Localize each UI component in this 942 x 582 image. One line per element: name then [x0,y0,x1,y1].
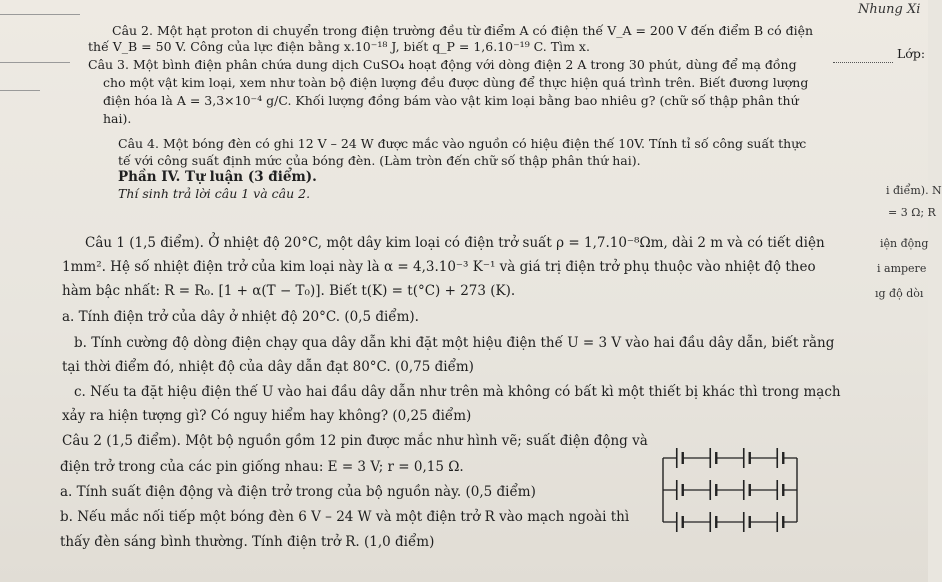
margin-rule [0,90,40,91]
essay1-part-b-line1: b. Tính cường độ dòng điện chạy qua dây dẫn khi đặt một hiệu điện thế U = 3 V vào hai đầu dây dẫn, biết rằng [74,335,835,351]
q3-line2: cho một vật kim loại, xem như toàn bộ điện lượng đều được dùng để thực hiện quá trình trên. Biết đương lượng [103,75,809,90]
essay1-part-a: a. Tính điện trở của dây ở nhiệt độ 20°C. (0,5 điểm). [62,309,419,325]
essay2-line1: Câu 2 (1,5 điểm). Một bộ nguồn gồm 12 pin được mắc như hình vẽ; suất điện động và [62,433,648,449]
battery-circuit-diagram [655,448,805,536]
essay2-part-b-line1: b. Nếu mắc nối tiếp một bóng đèn 6 V – 24 W và một điện trở R vào mạch ngoài thì [60,509,630,525]
essay1-line1: Câu 1 (1,5 điểm). Ở nhiệt độ 20°C, một dây kim loại có điện trở suất ρ = 1,7.10⁻⁸Ωm, dài 2 m và có tiết diện [85,235,825,251]
essay1-line2: 1mm². Hệ số nhiệt điện trở của kim loại này là α = 4,3.10⁻³ K⁻¹ và giá trị điện trở phụ thuộc vào nhiệt độ theo [62,259,816,275]
q3-line4: hai). [103,111,132,126]
lop-label: Lớp: [897,46,926,61]
q4-line2: tế với công suất định mức của bóng đèn. (Làm tròn đến chữ số thập phân thứ hai). [118,153,641,168]
essay1-part-c-line1: c. Nếu ta đặt hiệu điện thế U vào hai đầu dây dẫn như trên mà không có bất kì một thiết bị khác thì trong mạch [74,384,841,400]
q4-line1: Câu 4. Một bóng đèn có ghi 12 V – 24 W được mắc vào nguồn có hiệu điện thế 10V. Tính tỉ số công suất thực [118,136,807,151]
essay1-line3: hàm bậc nhất: R = R₀. [1 + α(T − T₀)]. Biết t(K) = t(°C) + 273 (K). [62,283,516,299]
right-fragment: = 3 Ω; R [888,206,936,219]
lop-dotted-line [833,62,893,63]
essay2-line2: điện trở trong của các pin giống nhau: E = 3 V; r = 0,15 Ω. [60,459,464,475]
q3-line1: Câu 3. Một bình điện phân chứa dung dịch CuSO₄ hoạt động với dòng điện 2 A trong 30 phút, dùng để mạ đồng [88,57,797,72]
essay1-part-b-line2: tại thời điểm đó, nhiệt độ của dây dẫn đạt 80°C. (0,75 điểm) [62,359,474,375]
margin-rule [0,62,70,63]
q3-line3: điện hóa là A = 3,3×10⁻⁴ g/C. Khối lượng đồng bám vào vật kim loại bằng bao nhiêu g? (chữ số thập phân thứ [103,93,799,108]
essay2-part-a: a. Tính suất điện động và điện trở trong của bộ nguồn này. (0,5 điểm) [60,484,536,500]
q2-line1: Câu 2. Một hạt proton di chuyển trong điện trường đều từ điểm A có điện thế V_A = 200 V đến điểm B có điện [112,23,814,38]
q2-line2: thế V_B = 50 V. Công của lực điện bằng x.10⁻¹⁸ J, biết q_P = 1,6.10⁻¹⁹ C. Tìm x. [88,39,590,54]
right-fragment: iện động [880,237,929,250]
part4-heading: Phần IV. Tự luận (3 điểm). [118,169,317,185]
essay1-part-c-line2: xảy ra hiện tượng gì? Có nguy hiểm hay không? (0,25 điểm) [62,408,472,424]
right-fragment: i điểm). N [886,184,942,197]
signature-scribble: Nhung Xi [858,2,921,17]
essay2-part-b-line2: thấy đèn sáng bình thường. Tính điện trở R. (1,0 điểm) [60,534,435,550]
margin-rule [0,14,80,15]
right-fragment: i ampere [877,262,927,275]
right-fragment: ıg độ dòı [875,287,924,300]
part4-instruction: Thí sinh trả lời câu 1 và câu 2. [118,186,311,201]
